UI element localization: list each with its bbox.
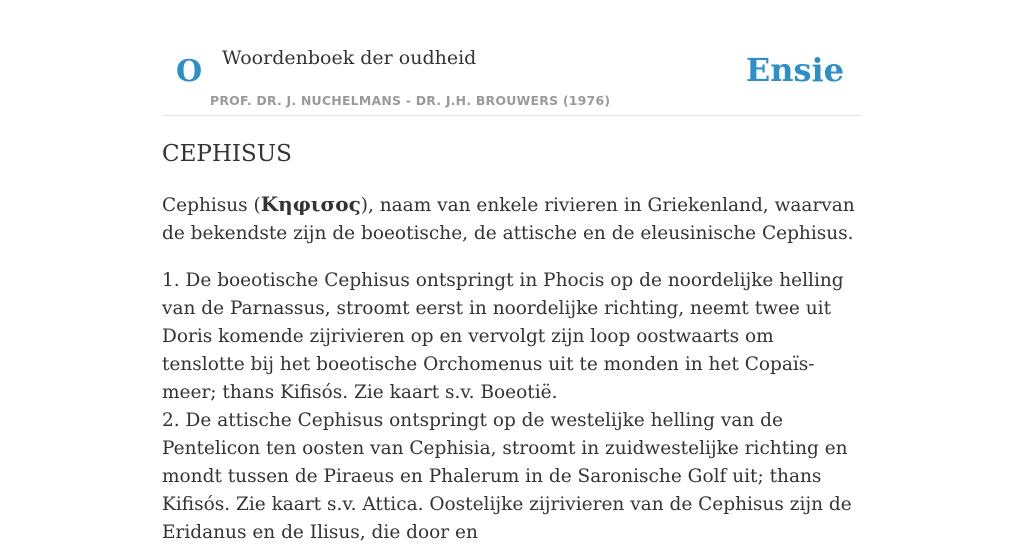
entry-item-2: 2. De attische Cephisus ontspringt op de westelijke helling van de Pentelicon ten oosten van Cephisia, stroomt in zuidwestelijke richting en mondt tussen de Piraeus en Phalerum in de Saronische Golf uit; thans Kifisós. Zie kaart s.v. Attica. Oostelijke zijrivieren van de Cephisus zijn de Eridanus en de Ilisus, die door en (162, 410, 852, 543)
entry-item-1: 1. De boeotische Cephisus ontspringt in Phocis op de noordelijke helling van de Parnassus, stroomt eerst in noordelijke richting, neemt twee uit Doris komende zijrivieren op en vervolgt zijn loop oostwaarts om tenslotte bij het boeotische Orchomenus uit te monden in het Copaïs-meer; thans Kifisós. Zie kaart s.v. Boeotië. (162, 270, 844, 403)
entry-intro (162, 190, 862, 248)
source-authors: PROF. DR. J. NUCHELMANS - DR. J.H. BROUWERS (1976) (210, 93, 611, 108)
source-header (162, 40, 862, 116)
intro-text-start: Cephisus ( (162, 195, 261, 216)
greek-name: Κηφισος (260, 192, 361, 216)
entry-title: CEPHISUS (162, 141, 292, 167)
intro-text-end: ), naam van enkele rivieren in Griekenland, waarvan de bekendste zijn de boeotische, de attische en de eleusinische Cephisus. (162, 195, 855, 244)
letter-index-link[interactable]: O (176, 54, 203, 89)
source-title-link[interactable]: Woordenboek der oudheid (222, 47, 477, 69)
entry-content (162, 138, 862, 547)
ensie-logo-link[interactable]: Ensie (745, 51, 844, 89)
